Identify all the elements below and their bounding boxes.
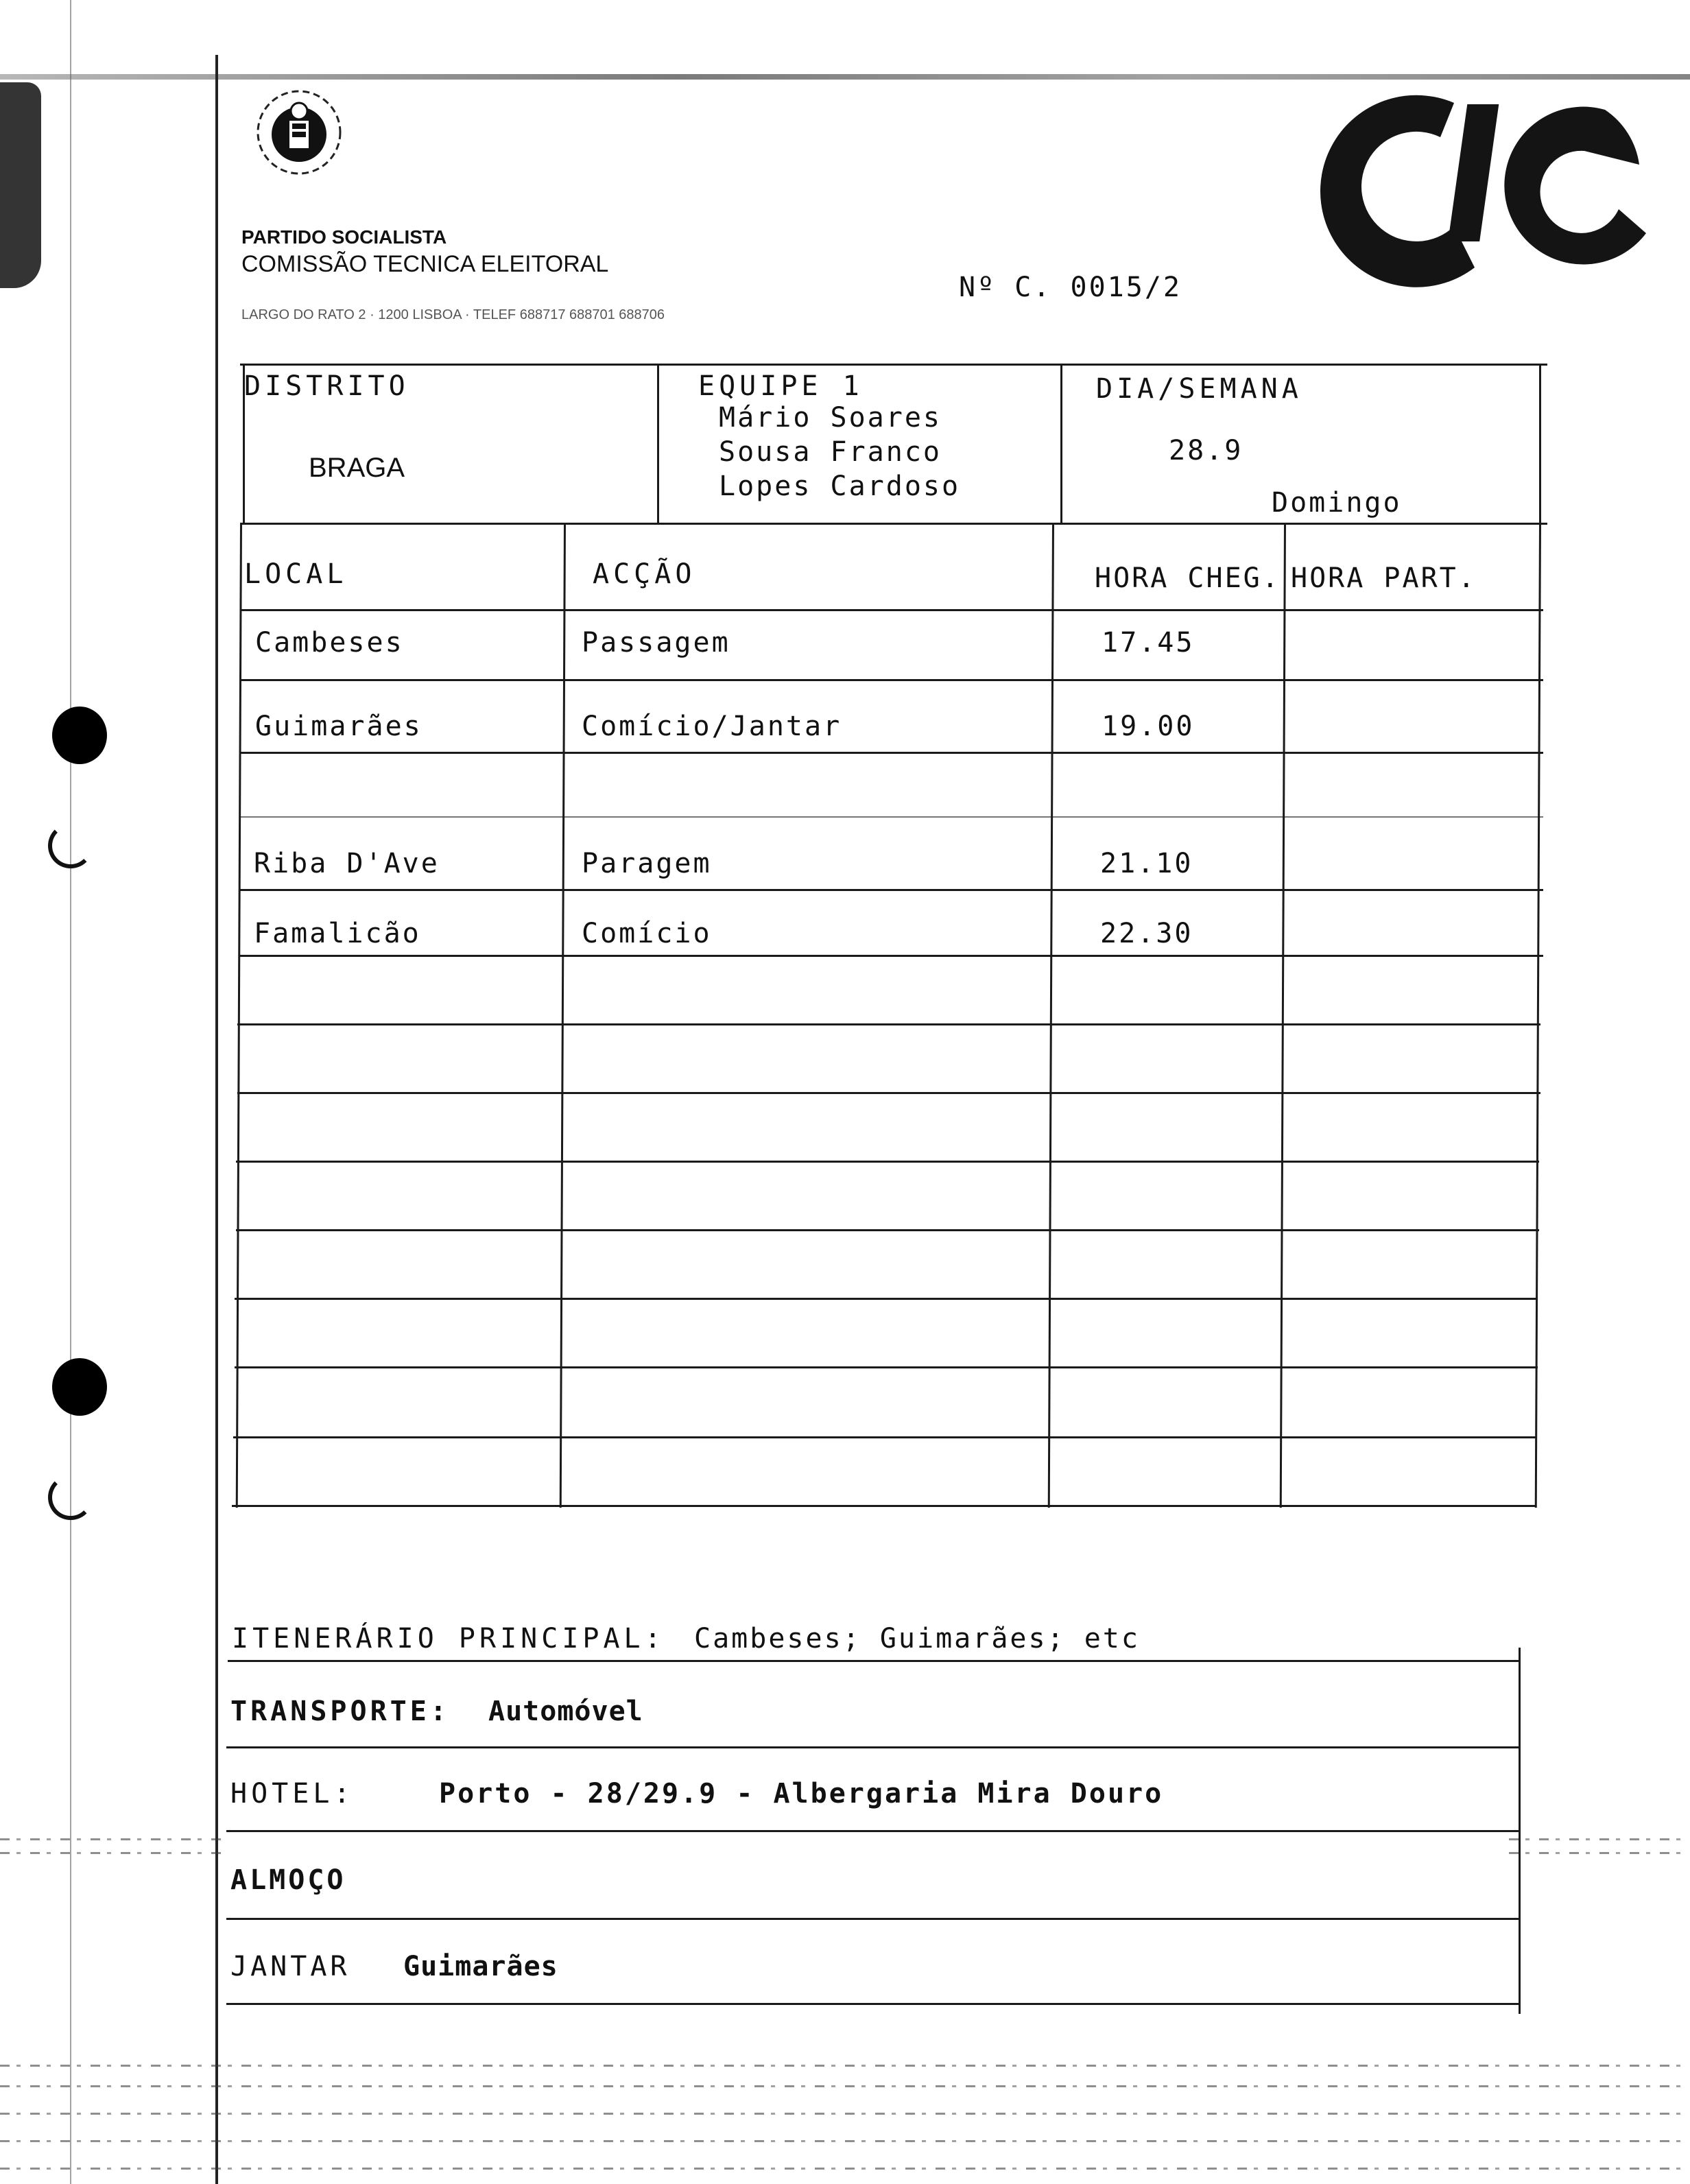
scan-left-smudge xyxy=(0,82,41,288)
row-line xyxy=(237,1092,1540,1094)
row-line xyxy=(240,752,1543,754)
dia-label: DIA/SEMANA xyxy=(1096,373,1302,405)
equipe-member-1: Mário Soares xyxy=(719,402,942,434)
row-1-accao: Passagem xyxy=(582,627,730,658)
footer-line xyxy=(226,1918,1519,1920)
scan-binder-line xyxy=(70,0,71,2184)
row-5-chegada: 22.30 xyxy=(1100,918,1193,949)
row-2-chegada: 19.00 xyxy=(1102,711,1195,742)
col-divider-chegada xyxy=(1280,523,1286,1508)
scan-noise xyxy=(1509,1838,1690,1840)
ring-mark-top xyxy=(48,823,93,868)
table-right-border xyxy=(1535,523,1541,1508)
row-line xyxy=(240,679,1543,681)
scan-noise xyxy=(0,1852,226,1854)
table-left-border xyxy=(236,523,242,1508)
document-number: Nº C. 0015/2 xyxy=(959,272,1182,303)
itinerario-label: ITENERÁRIO PRINCIPAL: xyxy=(232,1623,665,1654)
hotel-value: Porto - 28/29.9 - Albergaria Mira Douro xyxy=(439,1778,1164,1809)
scan-noise xyxy=(0,2168,1690,2170)
header-top-line xyxy=(240,364,1547,366)
row-1-local: Cambeses xyxy=(255,627,404,658)
row-4-accao: Paragem xyxy=(582,848,712,879)
header-bottom-line xyxy=(240,523,1547,525)
distrito-label: DISTRITO xyxy=(244,370,409,402)
hotel-label: HOTEL: xyxy=(230,1778,355,1809)
row-line xyxy=(240,889,1543,891)
commission-name: COMISSÃO TECNICA ELEITORAL xyxy=(241,251,609,277)
row-5-local: Famalicão xyxy=(254,918,421,949)
row-line xyxy=(235,1298,1538,1300)
header-divider-1 xyxy=(657,364,659,524)
dia-date: 28.9 xyxy=(1169,435,1243,466)
row-5-accao: Comício xyxy=(582,918,712,949)
row-line xyxy=(240,955,1543,957)
footer-line xyxy=(228,1660,1520,1662)
almoco-label: ALMOÇO xyxy=(230,1864,346,1896)
scan-noise xyxy=(1509,1852,1690,1854)
distrito-value: BRAGA xyxy=(309,453,405,483)
row-line-faint xyxy=(240,816,1543,818)
row-line xyxy=(237,1023,1540,1025)
table-header-bottom xyxy=(240,609,1543,611)
header-right-border xyxy=(1539,364,1541,524)
equipe-label: EQUIPE 1 xyxy=(698,370,864,402)
ring-mark-bottom xyxy=(48,1475,93,1520)
org-address: LARGO DO RATO 2 · 1200 LISBOA · TELEF 688717 688701 688706 xyxy=(241,307,665,322)
footer-line xyxy=(226,1830,1519,1832)
footer-line xyxy=(226,1746,1519,1748)
col-header-hora-chegada: HORA CHEG. xyxy=(1095,562,1281,594)
jantar-value: Guimarães xyxy=(403,1951,558,1982)
scan-noise xyxy=(0,2140,1690,2142)
row-1-chegada: 17.45 xyxy=(1102,627,1195,658)
footer-line xyxy=(226,2003,1519,2005)
col-divider-local xyxy=(560,523,566,1508)
ps-fist-rose-seal-icon xyxy=(244,81,354,184)
row-2-local: Guimarães xyxy=(255,711,422,742)
equipe-member-2: Sousa Franco xyxy=(719,436,942,468)
dia-weekday: Domingo xyxy=(1272,487,1402,519)
row-line xyxy=(236,1161,1539,1163)
scan-noise xyxy=(0,2085,1690,2087)
cte-logo-icon xyxy=(1317,62,1674,295)
party-name: PARTIDO SOCIALISTA xyxy=(241,226,447,248)
col-header-local: LOCAL xyxy=(244,558,348,590)
scan-noise xyxy=(0,2065,1690,2067)
scan-noise xyxy=(0,1838,226,1840)
punch-hole-bottom xyxy=(52,1358,107,1416)
row-4-chegada: 21.10 xyxy=(1100,848,1193,879)
punch-hole-top xyxy=(52,707,107,764)
col-header-hora-partida: HORA PART. xyxy=(1291,562,1477,594)
equipe-member-3: Lopes Cardoso xyxy=(719,471,961,502)
row-2-accao: Comício/Jantar xyxy=(582,711,842,742)
scan-left-margin-line xyxy=(215,55,218,2184)
table-bottom-line xyxy=(232,1505,1535,1507)
footer-right-border xyxy=(1519,1648,1521,2014)
row-line xyxy=(236,1229,1539,1231)
transporte-value: Automóvel xyxy=(488,1696,643,1727)
jantar-label: JANTAR xyxy=(230,1951,350,1982)
scan-noise xyxy=(0,2113,1690,2115)
col-header-accao: ACÇÃO xyxy=(593,558,696,590)
transporte-label: TRANSPORTE: xyxy=(230,1696,450,1727)
row-line xyxy=(233,1436,1536,1438)
itinerario-value: Cambeses; Guimarães; etc xyxy=(694,1623,1140,1654)
row-line xyxy=(235,1366,1538,1368)
col-divider-accao xyxy=(1048,523,1054,1508)
header-divider-2 xyxy=(1060,364,1062,524)
row-4-local: Riba D'Ave xyxy=(254,848,440,879)
